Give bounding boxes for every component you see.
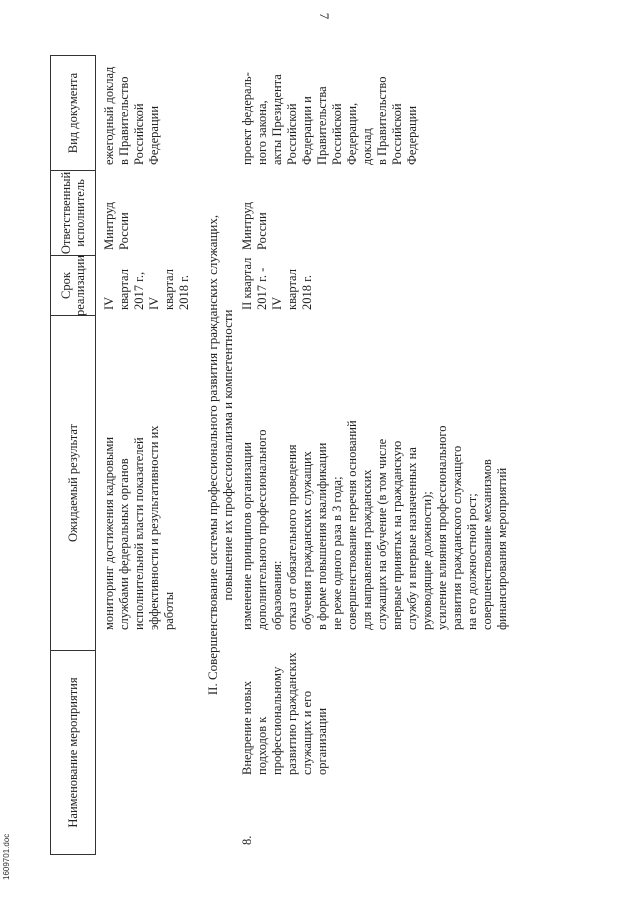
footer-filename: 1609701.doc: [2, 833, 11, 880]
row-8-result: изменение принципов организации дополнительного профессионального образования: отказ от обязательного проведения обучения гражданских служащих в форме повышения квалификации не реже одного раза в 3 года; совершенствование перечня оснований для направления гражданских служащих на обучение (в том числе впервые принятых на гражданскую службу и впервые назначенных на руководящие должности); усиление влияния профессионального развития гражданского служащего на его должностной рост; совершенствование механизмов финансирования мероприятий: [240, 420, 509, 630]
rotated-table: [50, 55, 570, 855]
row-8-number: 8.: [240, 835, 254, 845]
header-name: Наименование мероприятия: [50, 650, 96, 855]
header-executor: Ответственный исполнитель: [50, 170, 96, 255]
row-8-term: II квартал 2017 г. - IV квартал 2018 г.: [240, 257, 314, 310]
row-8-executor: Минтруд России: [240, 201, 269, 250]
continued-doc-type: ежегодный доклад в Правительство Российской Федерации: [102, 66, 161, 165]
section-title: II. Совершенствование системы профессионального развития гражданских служащих, повышение их профессионализма и компетентности: [205, 214, 235, 696]
header-result: Ожидаемый результат: [50, 315, 96, 650]
page-number: 7: [317, 12, 332, 20]
continued-term: IV квартал 2017 г., IV квартал 2018 г.: [102, 269, 191, 310]
header-doc-type: Вид документа: [50, 55, 96, 170]
header-term: Срок реализации: [50, 255, 96, 315]
continued-result: мониторинг достижения кадровыми службами федеральных органов исполнительной власти показателей эффективности и результативности их работы: [102, 425, 176, 630]
row-8-doc-type: проект федераль- ного закона, акты Президента Российской Федерации и Правительства Российской Федерации, доклад в Правительство Российской Федерации: [240, 72, 419, 165]
continued-executor: Минтруд России: [102, 201, 131, 250]
row-8-name: Внедрение новых подходов к профессиональному развитию гражданских служащих и его организации: [240, 652, 329, 775]
